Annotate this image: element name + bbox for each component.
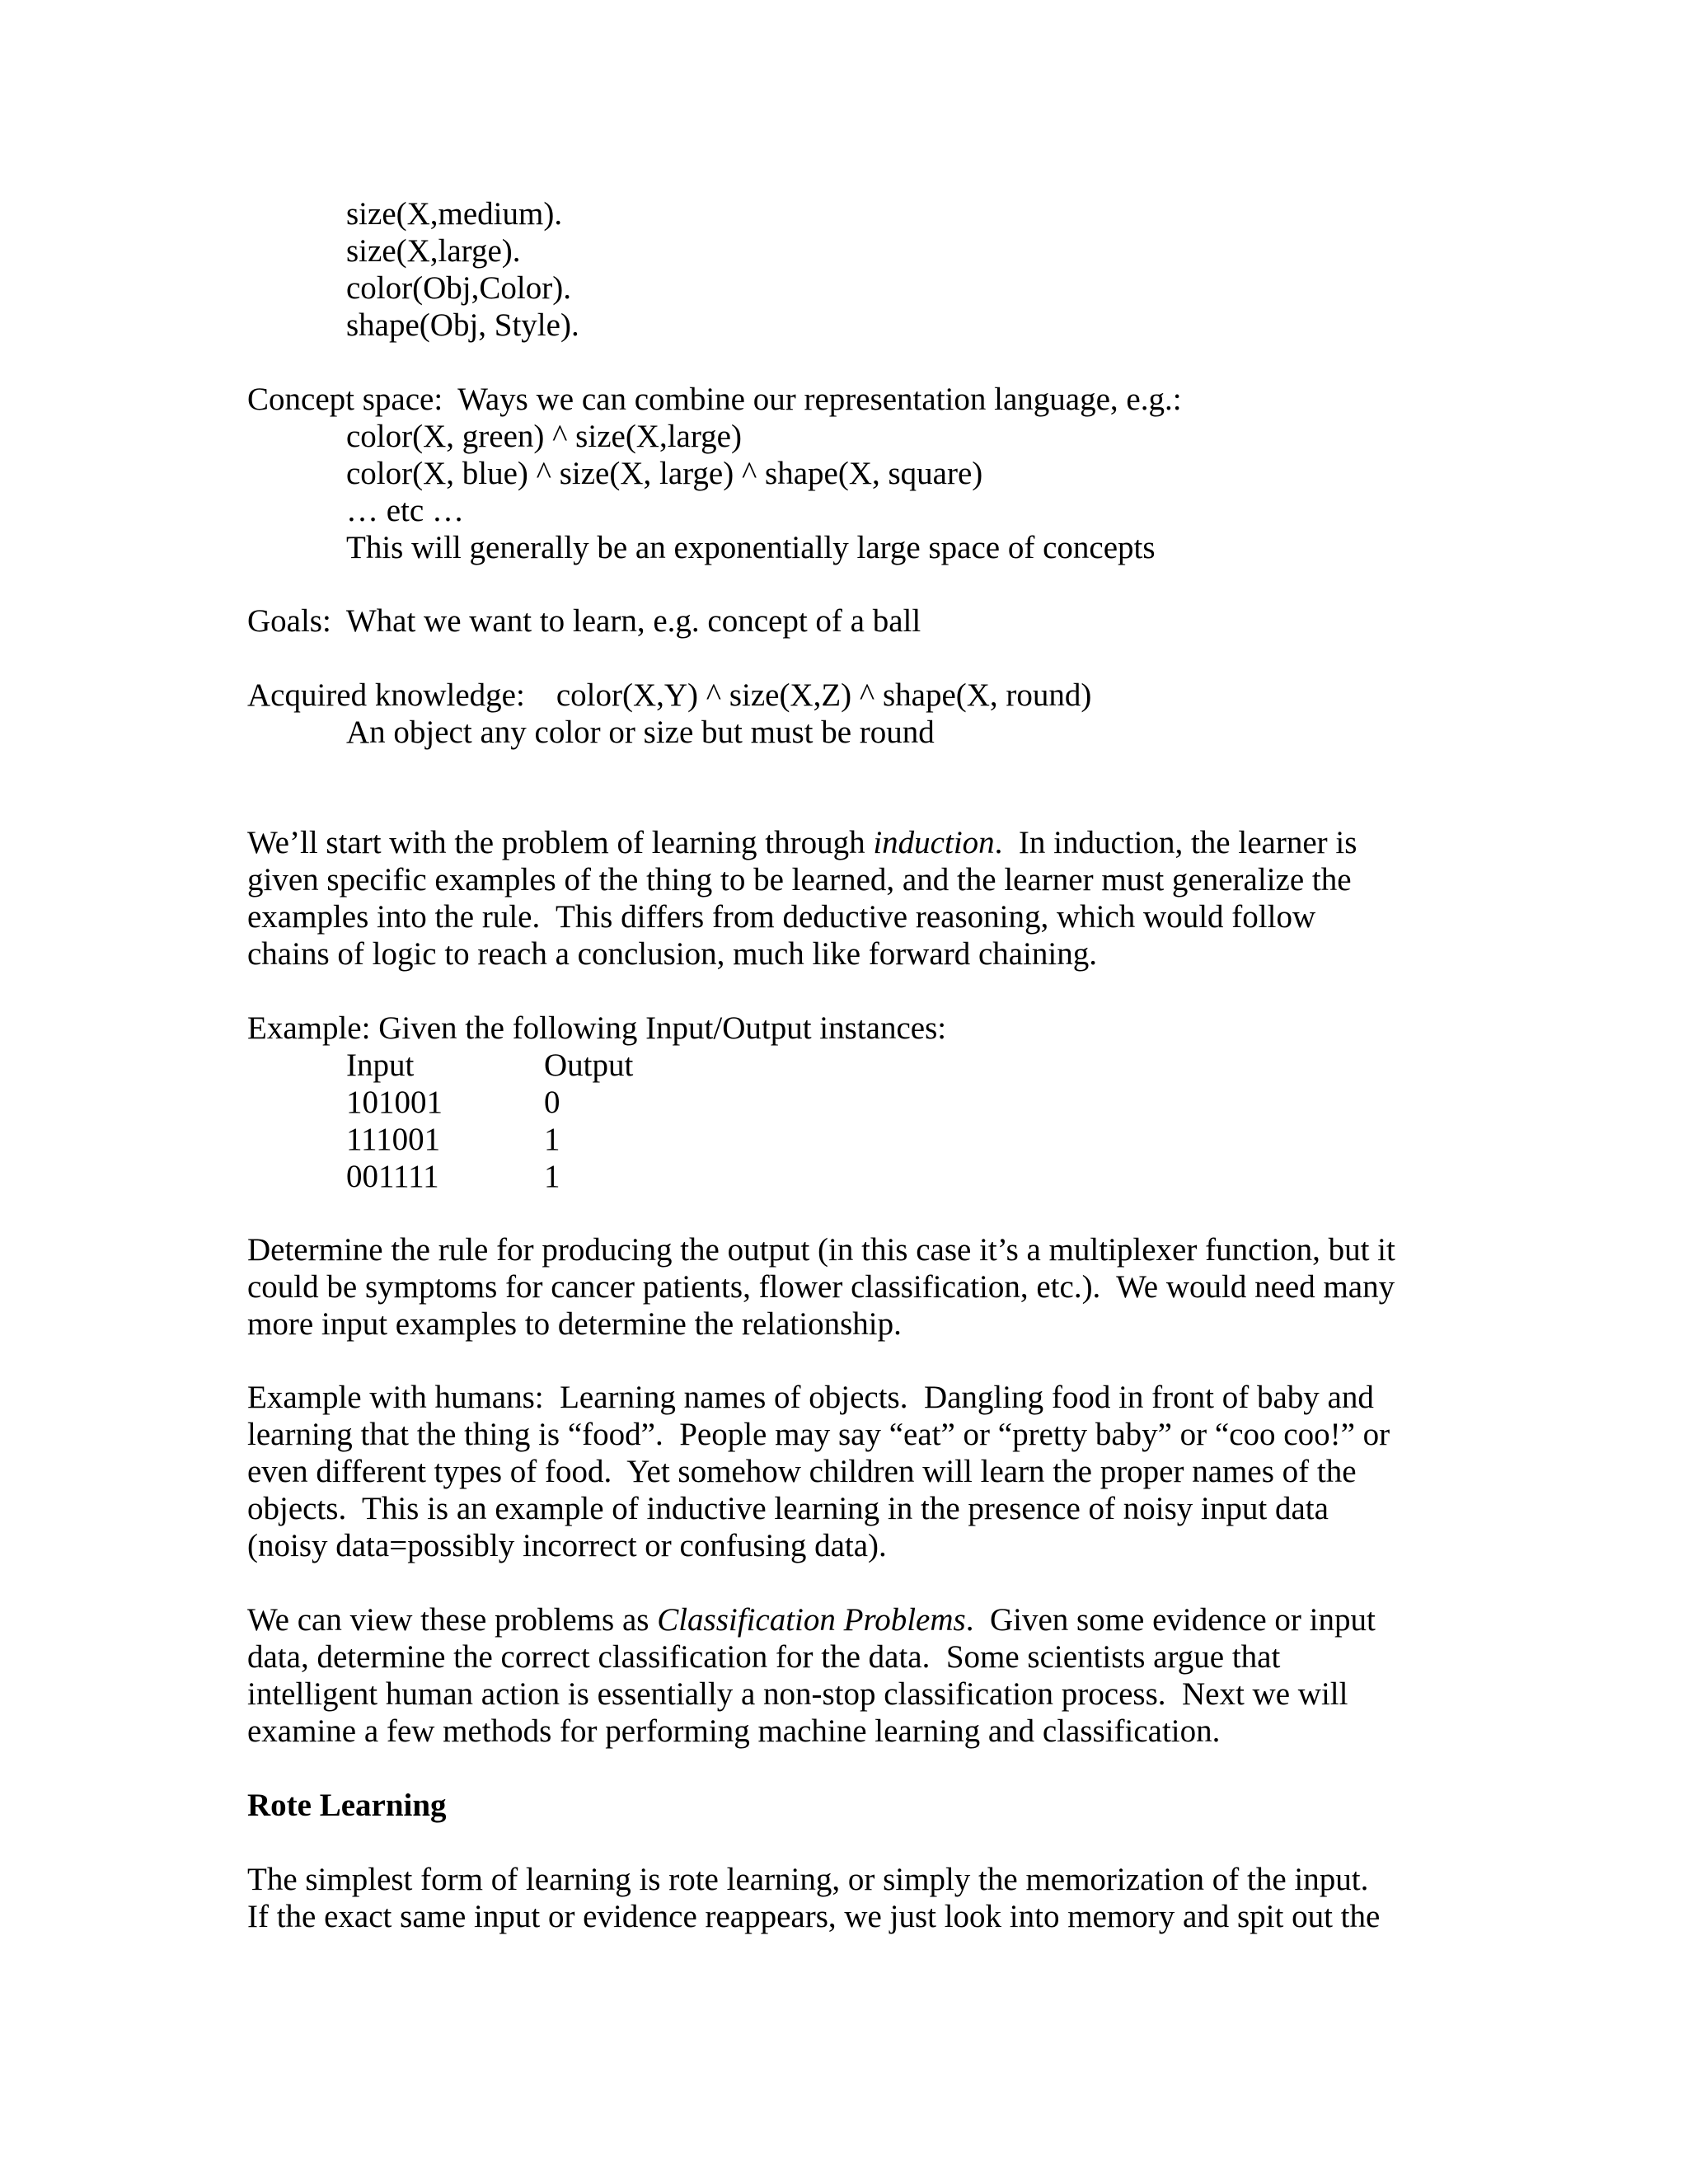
io-row-output: 1	[544, 1159, 560, 1194]
concept-space-label: Concept space:	[247, 382, 443, 417]
determine-line: more input examples to determine the relationship.	[247, 1306, 902, 1342]
concept-space-text: Ways we can combine our representation language, e.g.:	[457, 382, 1182, 417]
acquired-label: Acquired knowledge:	[247, 677, 525, 713]
io-row-input: 111001	[346, 1122, 441, 1157]
concept-example: color(X, blue) ^ size(X, large) ^ shape(X, square)	[346, 456, 983, 491]
io-header-output: Output	[544, 1047, 634, 1083]
rote-line: If the exact same input or evidence reappears, we just look into memory and spit out the	[247, 1899, 1381, 1934]
humans-line: Example with humans: Learning names of objects. Dangling food in front of baby and	[247, 1380, 1374, 1415]
predicate-line: color(Obj,Color).	[346, 270, 571, 306]
io-row-output: 0	[544, 1085, 560, 1120]
concept-note: This will generally be an exponentially large space of concepts	[346, 530, 1156, 565]
rote-line: The simplest form of learning is rote learning, or simply the memorization of the input.	[247, 1862, 1369, 1897]
induction-line: We’ll start with the problem of learning through induction. In induction, the learner is	[247, 825, 1357, 860]
example-intro: Example: Given the following Input/Output instances:	[247, 1010, 947, 1046]
humans-line: even different types of food. Yet somehow children will learn the proper names of the	[247, 1454, 1357, 1489]
goals-text: What we want to learn, e.g. concept of a ball	[345, 603, 921, 639]
concept-example: color(X, green) ^ size(X,large)	[346, 419, 742, 454]
classification-line: intelligent human action is essentially a non-stop classification process. Next we will	[247, 1676, 1348, 1712]
classification-line: data, determine the correct classification for the data. Some scientists argue that	[247, 1639, 1281, 1675]
concept-space-line	[247, 381, 1182, 418]
classification-line: We can view these problems as Classification Problems. Given some evidence or input	[247, 1602, 1376, 1638]
induction-line: examples into the rule. This differs from deductive reasoning, which would follow	[247, 899, 1316, 935]
classification-line: examine a few methods for performing machine learning and classification.	[247, 1713, 1221, 1749]
goals-label: Goals:	[247, 603, 331, 639]
humans-line: objects. This is an example of inductive learning in the presence of noisy input data	[247, 1491, 1329, 1526]
classification-term: Classification Problems	[657, 1602, 966, 1638]
acquired-text: color(X,Y) ^ size(X,Z) ^ shape(X, round)	[556, 677, 1092, 713]
induction-line: chains of logic to reach a conclusion, much like forward chaining.	[247, 936, 1097, 972]
determine-line: could be symptoms for cancer patients, flower classification, etc.). We would need many	[247, 1269, 1395, 1305]
humans-line: learning that the thing is “food”. People may say “eat” or “pretty baby” or “coo coo!” or	[247, 1417, 1390, 1452]
predicate-line: shape(Obj, Style).	[346, 307, 579, 343]
predicate-line: size(X,medium).	[346, 196, 563, 232]
determine-line: Determine the rule for producing the output (in this case it’s a multiplexer function, but it	[247, 1232, 1395, 1268]
acquired-line	[247, 677, 1091, 714]
section-heading: Rote Learning	[247, 1788, 447, 1823]
io-row-input: 001111	[346, 1159, 439, 1194]
induction-line: given specific examples of the thing to be learned, and the learner must generalize the	[247, 862, 1352, 898]
io-header-input: Input	[346, 1047, 415, 1083]
io-row-input: 101001	[346, 1085, 443, 1120]
acquired-note: An object any color or size but must be round	[346, 715, 935, 750]
io-row-output: 1	[544, 1122, 560, 1157]
humans-line: (noisy data=possibly incorrect or confusing data).	[247, 1528, 887, 1563]
goals-line	[247, 602, 921, 640]
induction-term: induction	[873, 825, 995, 860]
concept-etc: … etc …	[346, 493, 464, 528]
predicate-line: size(X,large).	[346, 233, 521, 269]
